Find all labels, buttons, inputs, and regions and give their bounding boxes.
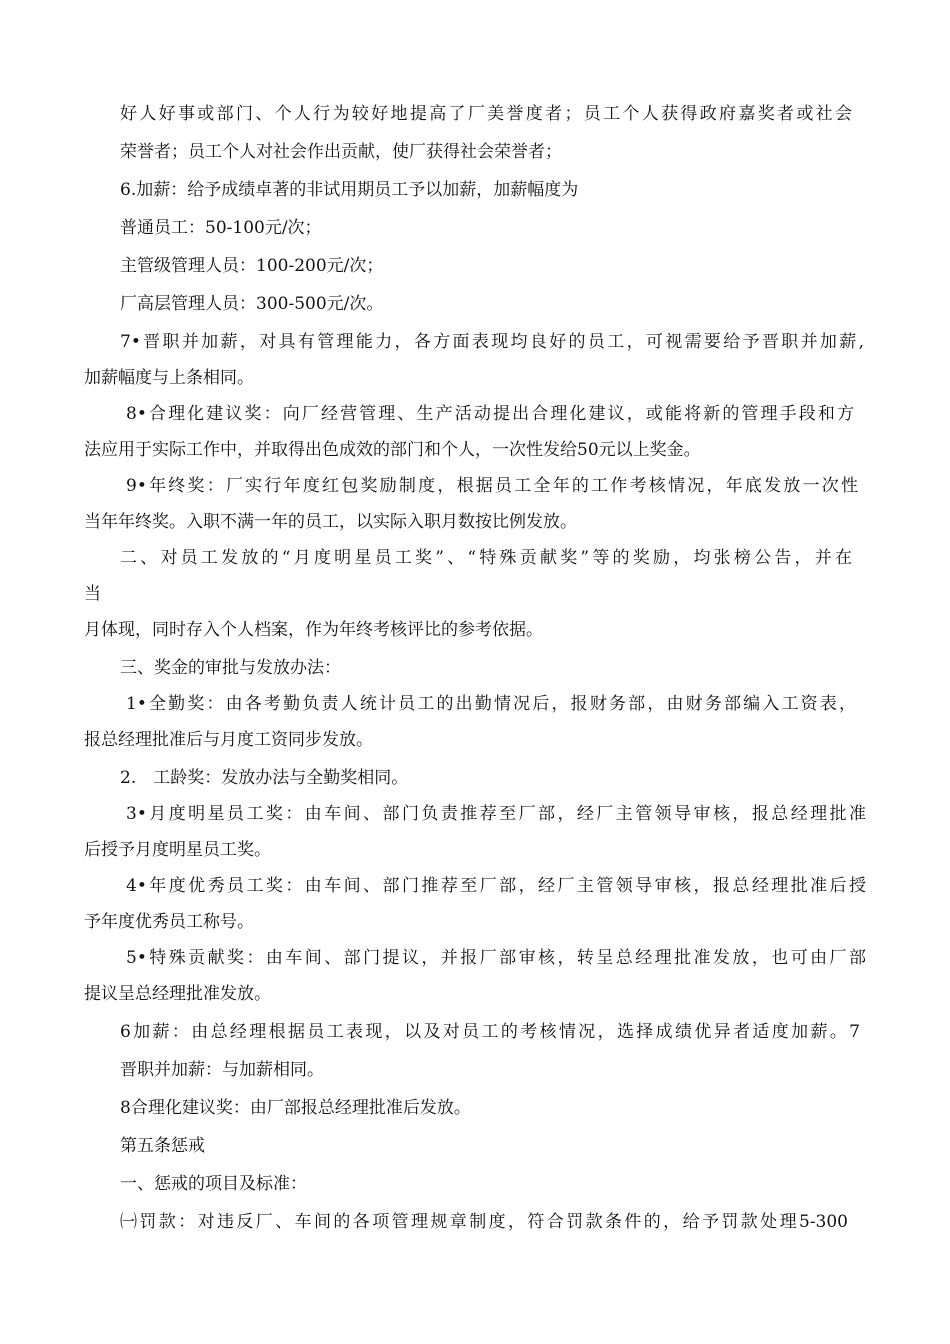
text-line: 当年年终奖。入职不满一年的员工，以实际入职月数按比例发放。 xyxy=(84,512,577,532)
section-heading: 第五条惩戒 xyxy=(120,1136,205,1156)
text-line: 4•年度优秀员工奖：由车间、部门推荐至厂部，经厂主管领导审核，报总经理批准后授 xyxy=(126,876,866,896)
text-line: 2. 工龄奖：发放办法与全勤奖相同。 xyxy=(120,768,409,788)
text-line: 好人好事或部门、个人行为较好地提高了厂美誉度者；员工个人获得政府嘉奖者或社会 xyxy=(120,104,852,124)
text-line: 普通员工：50-100元/次； xyxy=(120,218,322,238)
text-line: 7•晋职并加薪，对具有管理能力，各方面表现均良好的员工，可视需要给予晋职并加薪, xyxy=(120,332,864,352)
text-line: 8•合理化建议奖：向厂经营管理、生产活动提出合理化建议，或能将新的管理手段和方 xyxy=(126,404,854,424)
text-line: 当 xyxy=(84,584,101,604)
text-line: 予年度优秀员工称号。 xyxy=(84,912,254,932)
text-line: 加薪幅度与上条相同。 xyxy=(84,368,254,388)
text-line: 9•年终奖：厂实行年度红包奖励制度，根据员工全年的工作考核情况，年底发放一次性 xyxy=(126,476,858,496)
text-line: 6加薪：由总经理根据员工表现，以及对员工的考核情况，选择成绩优异者适度加薪。7 xyxy=(120,1022,860,1042)
text-line: 1•全勤奖：由各考勤负责人统计员工的出勤情况后，报财务部，由财务部编入工资表， xyxy=(126,694,856,714)
text-line: 后授予月度明星员工奖。 xyxy=(84,840,271,860)
text-line: 提议呈总经理批准发放。 xyxy=(84,984,271,1004)
text-line: 5•特殊贡献奖：由车间、部门提议，并报厂部审核，转呈总经理批准发放，也可由厂部 xyxy=(126,948,866,968)
text-line: 8合理化建议奖：由厂部报总经理批准后发放。 xyxy=(120,1098,471,1118)
text-line: 法应用于实际工作中，并取得出色成效的部门和个人，一次性发给50元以上奖金。 xyxy=(84,440,701,460)
text-line: 二、对员工发放的“月度明星员工奖”、“特殊贡献奖”等的奖励，均张榜公告，并在 xyxy=(120,548,852,568)
text-line: 3•月度明星员工奖：由车间、部门负责推荐至厂部，经厂主管领导审核，报总经理批准 xyxy=(126,804,866,824)
text-line: 厂高层管理人员：300-500元/次。 xyxy=(120,294,384,314)
text-line: 荣誉者；员工个人对社会作出贡献，使厂获得社会荣誉者； xyxy=(120,142,562,162)
text-line: 晋职并加薪：与加薪相同。 xyxy=(120,1060,324,1080)
text-line: 6.加薪：给予成绩卓著的非试用期员工予以加薪，加薪幅度为 xyxy=(120,180,579,200)
text-line: 三、奖金的审批与发放办法： xyxy=(120,658,341,678)
text-line: 主管级管理人员：100-200元/次； xyxy=(120,256,384,276)
text-line: 一、惩戒的项目及标准： xyxy=(120,1174,307,1194)
text-line: ㈠罚款：对违反厂、车间的各项管理规章制度，符合罚款条件的，给予罚款处理5-300 xyxy=(120,1212,848,1232)
text-line: 报总经理批准后与月度工资同步发放。 xyxy=(84,730,373,750)
text-line: 月体现，同时存入个人档案，作为年终考核评比的参考依据。 xyxy=(84,620,543,640)
